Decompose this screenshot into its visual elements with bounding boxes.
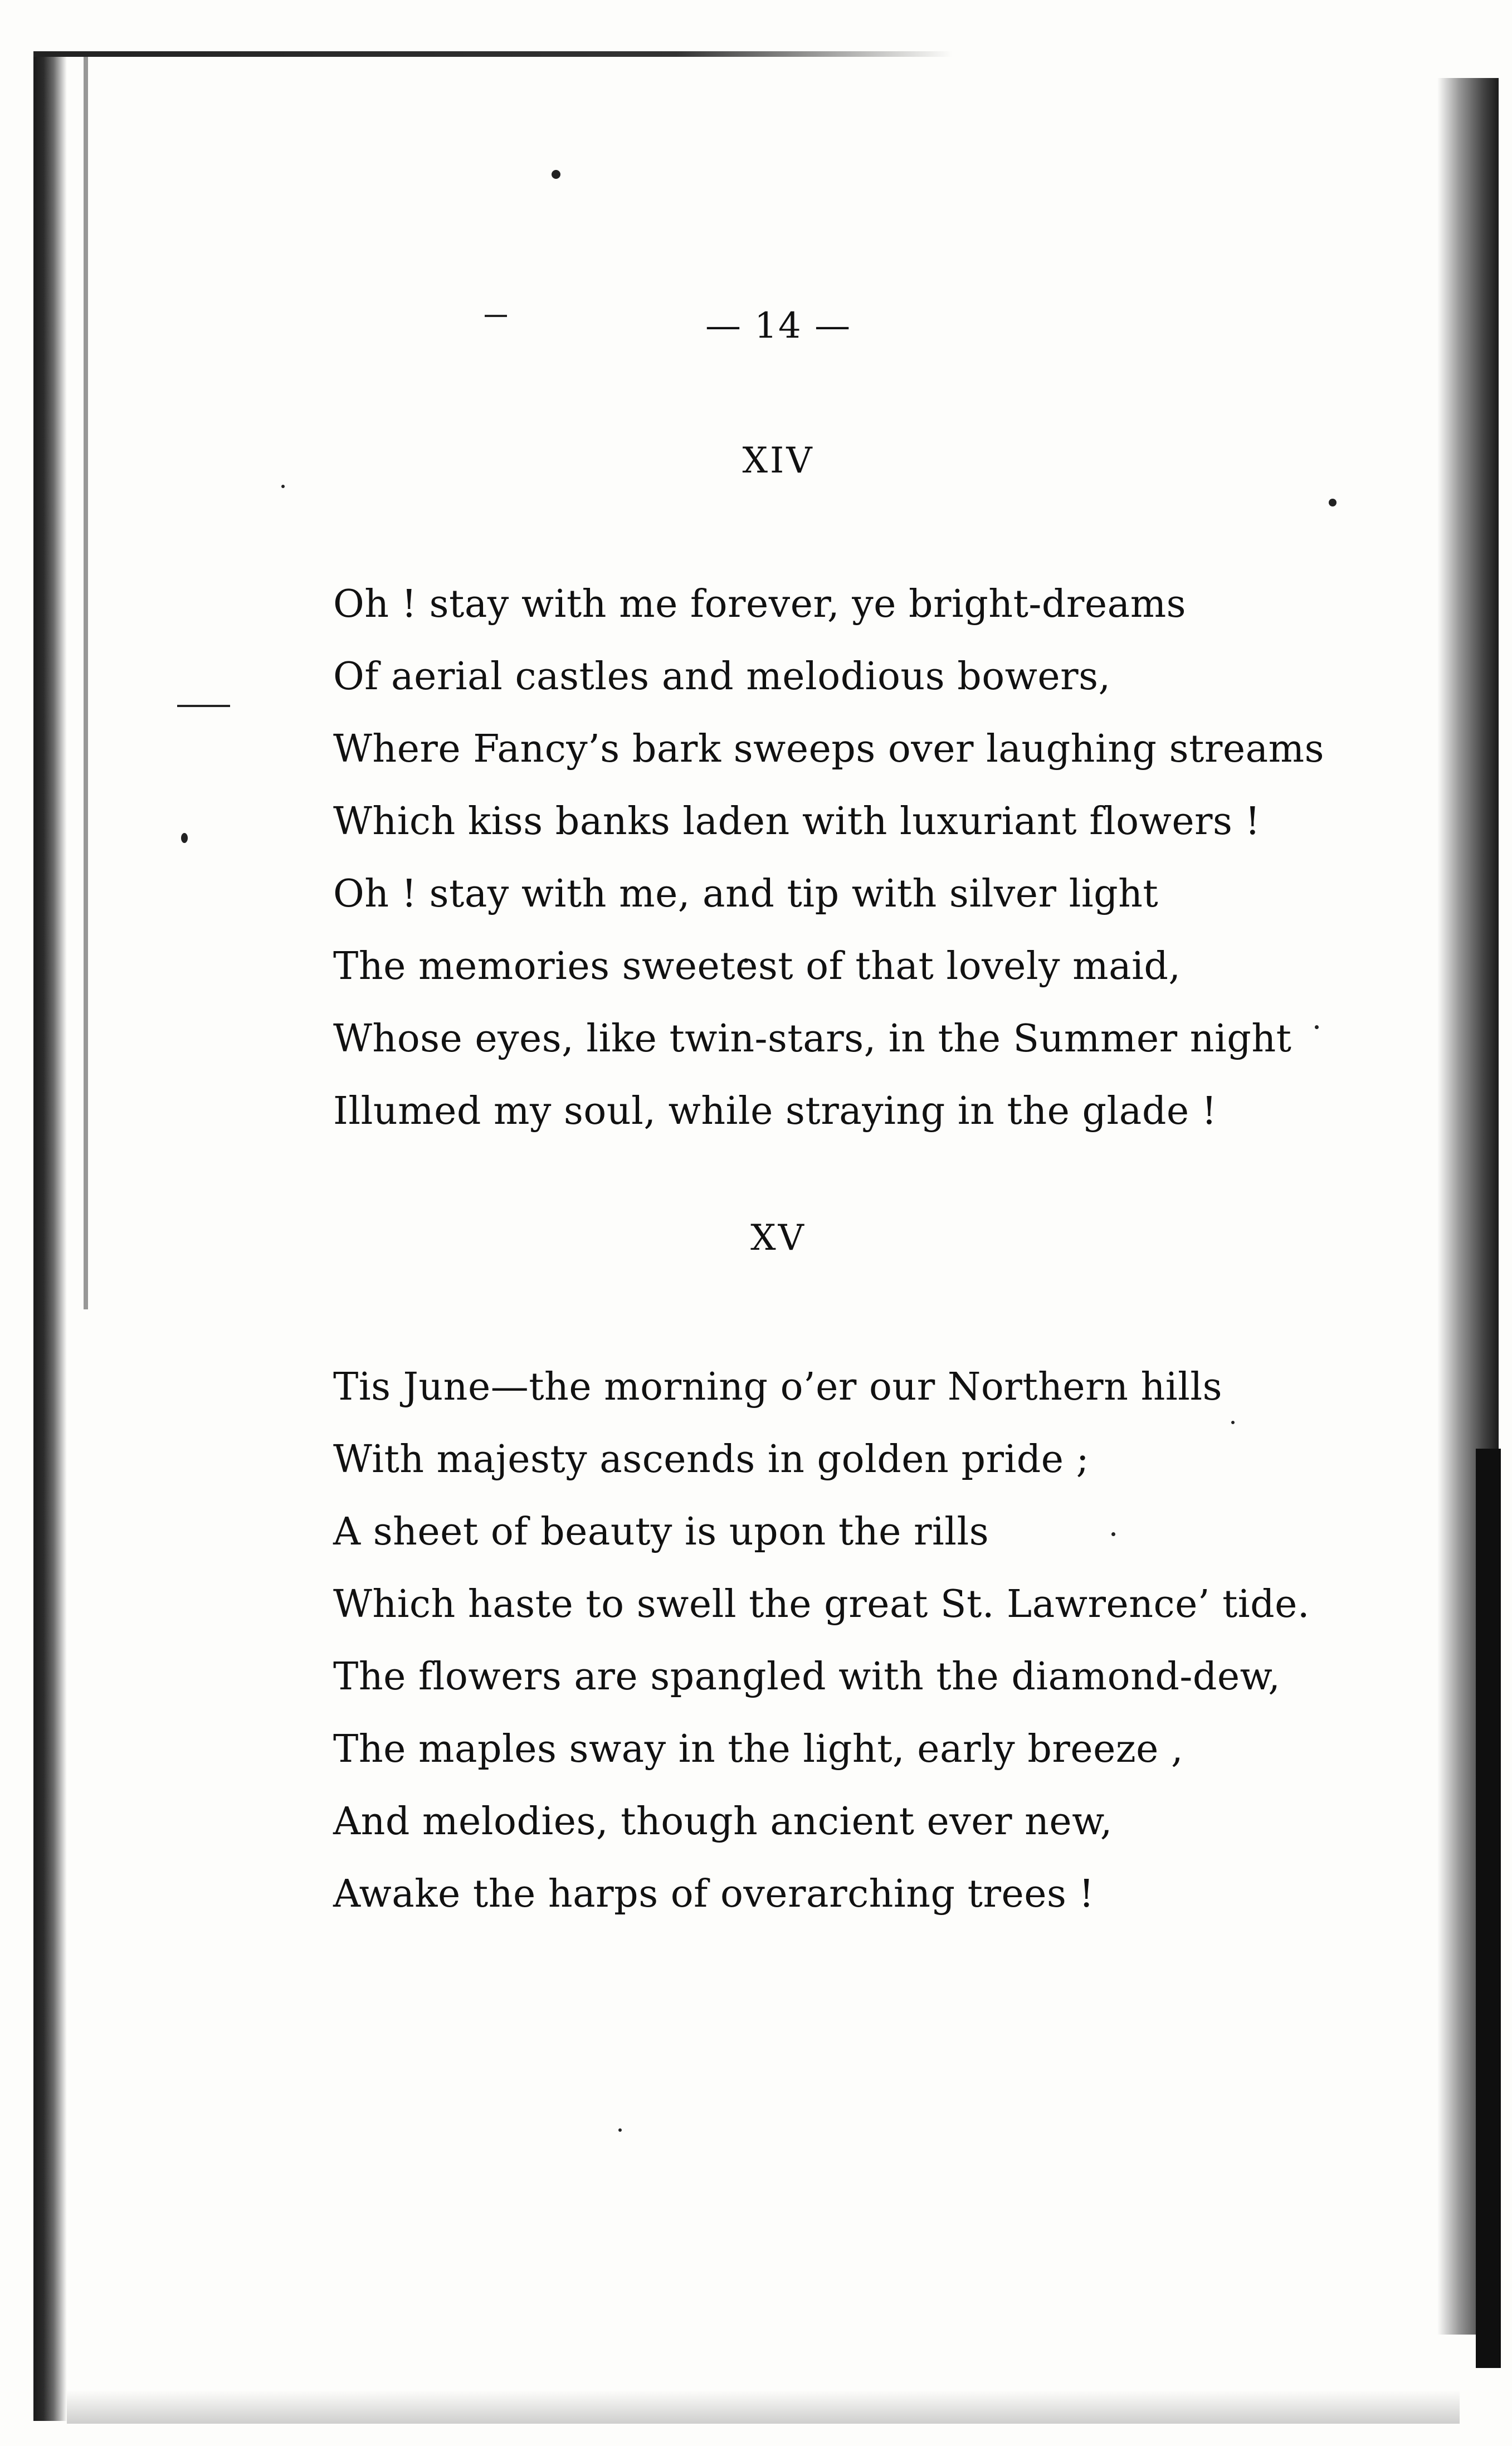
verse-line: Oh ! stay with me, and tip with silver light bbox=[333, 872, 1159, 916]
ink-speck bbox=[618, 2128, 622, 2132]
bottom-edge-shadow bbox=[67, 2390, 1460, 2424]
verse-line: Whose eyes, like twin-stars, in the Summer night bbox=[333, 1017, 1292, 1061]
right-edge-dark-band bbox=[1476, 1449, 1501, 2368]
verse-line: A sheet of beauty is upon the rills bbox=[333, 1510, 989, 1554]
section-heading-xiv: XIV bbox=[742, 440, 814, 481]
stray-dash-mark bbox=[177, 705, 230, 707]
verse-line: Where Fancy’s bark sweeps over laughing streams bbox=[333, 727, 1325, 771]
ink-speck bbox=[281, 485, 285, 488]
ink-speck bbox=[552, 170, 560, 179]
verse-line: And melodies, though ancient ever new, bbox=[333, 1800, 1113, 1844]
verse-line: Of aerial castles and melodious bowers, bbox=[333, 655, 1111, 699]
ink-speck bbox=[181, 833, 188, 843]
verse-line: The memories sweetest of that lovely maid, bbox=[333, 944, 1181, 988]
section-heading-xv: XV bbox=[750, 1217, 806, 1259]
top-edge-line bbox=[33, 51, 953, 57]
verse-line: Illumed my soul, while straying in the glade ! bbox=[333, 1089, 1217, 1133]
stanza-xiv bbox=[333, 568, 1392, 1148]
verse-line: With majesty ascends in golden pride ; bbox=[333, 1438, 1090, 1482]
verse-line: Awake the harps of overarching trees ! bbox=[333, 1872, 1095, 1916]
verse-line: Tis June—the morning o’er our Northern hills bbox=[333, 1365, 1223, 1409]
page-number: — 14 — bbox=[705, 305, 852, 347]
verse-line: The flowers are spangled with the diamond-dew, bbox=[333, 1655, 1281, 1699]
stanza-xv bbox=[333, 1351, 1392, 1931]
verse-line: Oh ! stay with me forever, ye bright-dreams bbox=[333, 582, 1187, 626]
verse-line: The maples sway in the light, early breeze , bbox=[333, 1727, 1184, 1771]
ink-speck bbox=[1329, 499, 1337, 506]
verse-line: Which kiss banks laden with luxuriant flowers ! bbox=[333, 800, 1261, 844]
left-edge-line bbox=[84, 56, 88, 1309]
verse-line: Which haste to swell the great St. Lawrence’ tide. bbox=[333, 1582, 1310, 1626]
